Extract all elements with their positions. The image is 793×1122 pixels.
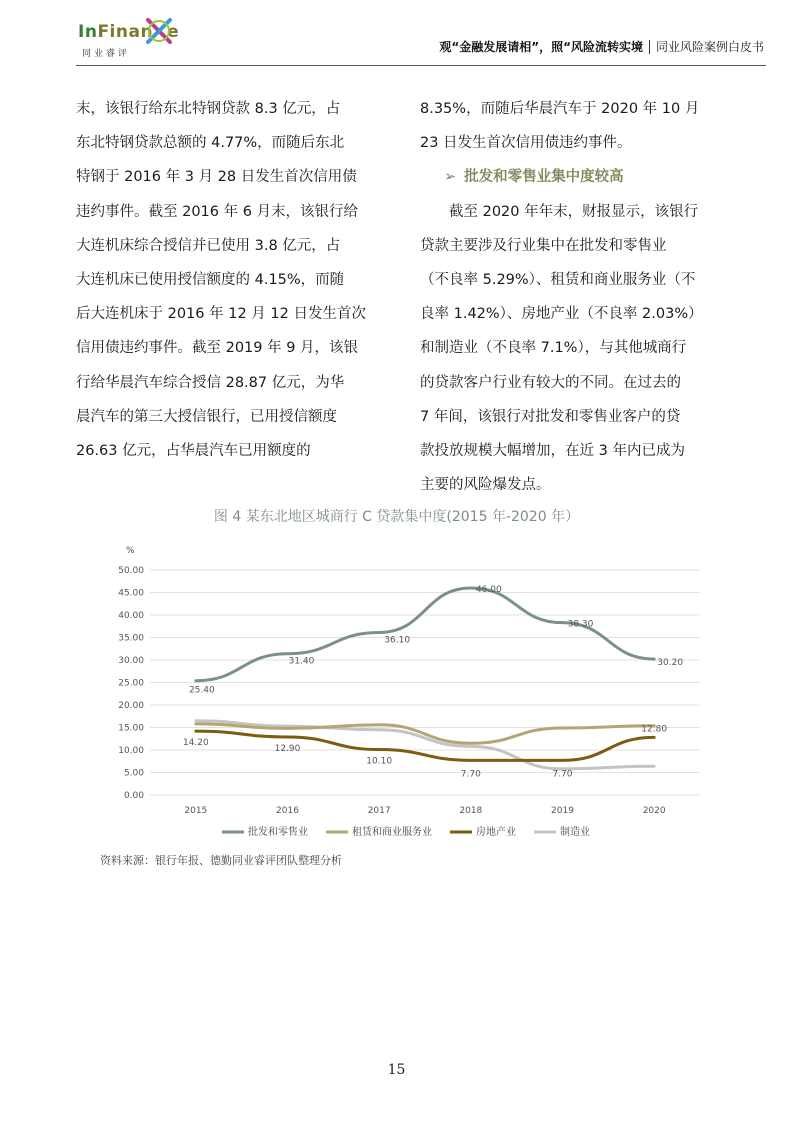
y-tick-label: 25.00	[118, 678, 144, 689]
arrow-bullet-icon: ➢	[444, 169, 457, 186]
x-tick-label: 2020	[642, 806, 666, 816]
y-tick-label: 0.00	[123, 791, 144, 801]
legend-label: 批发和零售业	[248, 827, 308, 838]
y-tick-label: 5.00	[123, 768, 144, 779]
text-line: 26.63 亿元，占华晨汽车已用额度的	[76, 443, 311, 460]
data-label: 12.90	[274, 743, 301, 754]
data-label: 38.30	[567, 619, 594, 630]
text-line: 贷款主要涉及行业集中在批发和零售业	[420, 237, 667, 254]
text-line: 特钢于 2016 年 3 月 28 日发生首次信用债	[76, 169, 357, 186]
text-line: 截至 2020 年年末，财报显示，该银行	[449, 203, 699, 220]
legend-label: 制造业	[560, 827, 590, 838]
y-tick-label: 30.00	[118, 656, 144, 666]
text-line: 主要的风险爆发点。	[420, 477, 551, 494]
text-line: 款投放规模大幅增加，在近 3 年内已成为	[420, 443, 685, 460]
section-heading-text: 批发和零售业集中度较高	[464, 169, 624, 186]
header-book-title: 同业风险案例白皮书	[655, 40, 764, 54]
data-label: 14.20	[182, 738, 209, 749]
data-label: 7.70	[460, 769, 481, 780]
text-line: 良率 1.42%）、房地产业（不良率 2.03%）	[420, 306, 703, 323]
y-tick-label: 20.00	[118, 701, 144, 711]
text-line: 后大连机床于 2016 年 12 月 12 日发生首次	[76, 306, 366, 323]
text-line: 晨汽车的第三大授信银行，已用授信额度	[76, 408, 337, 425]
text-line: 行给华晨汽车综合授信 28.87 亿元，为华	[76, 374, 345, 391]
series-line-1	[196, 724, 654, 743]
x-tick-label: 2016	[276, 806, 299, 816]
left-column-text	[76, 92, 378, 468]
header-slogan: 观“金融发展请相”，照“风险流转实境	[439, 40, 643, 54]
text-line: 的贷款客户行业有较大的不同。在过去的	[420, 374, 681, 391]
y-tick-label: 15.00	[118, 723, 144, 734]
text-line: 大连机床综合授信并已使用 3.8 亿元，占	[76, 237, 341, 254]
text-line: 东北特钢贷款总额的 4.77%，而随后东北	[76, 135, 345, 152]
series-line-0	[196, 588, 654, 681]
data-label: 46.00	[475, 585, 502, 595]
x-tick-label: 2019	[551, 806, 574, 816]
text-line: 和制造业（不良率 7.1%），与其他城商行	[420, 340, 687, 357]
text-line: 7 年间，该银行对批发和零售业客户的贷	[420, 408, 681, 425]
chart-title: 图 4 某东北地区城商行 C 贷款集中度(2015 年-2020 年）	[213, 509, 580, 525]
header-title-area	[439, 38, 764, 55]
source-note: 资料来源：银行年报、德勤同业睿评团队整理分析	[100, 854, 342, 867]
legend-label: 租赁和商业服务业	[352, 827, 432, 838]
text-line: 23 日发生首次信用债违约事件。	[420, 135, 632, 152]
logo-cross-icon	[144, 16, 174, 46]
y-axis-unit-label: %	[126, 546, 135, 556]
y-tick-label: 50.00	[118, 566, 144, 576]
legend-label: 房地产业	[476, 827, 516, 838]
data-label: 12.80	[641, 724, 668, 735]
text-line: 末，该银行给东北特钢贷款 8.3 亿元，占	[76, 101, 341, 117]
page-number: 15	[387, 1062, 406, 1078]
infinance-logo: InFinan e 同业睿评	[78, 16, 198, 60]
x-tick-label: 2018	[459, 806, 483, 816]
x-tick-label: 2017	[367, 806, 391, 816]
section-heading	[420, 160, 720, 194]
header-divider	[649, 40, 650, 54]
loan-concentration-line-chart	[100, 535, 710, 850]
x-tick-label: 2015	[184, 806, 208, 816]
text-line: 信用债违约事件。截至 2019 年 9 月，该银	[76, 340, 359, 357]
y-tick-label: 10.00	[118, 746, 144, 756]
y-tick-label: 40.00	[118, 611, 144, 621]
y-tick-label: 45.00	[118, 588, 144, 599]
page-header	[76, 14, 766, 66]
data-label: 31.40	[288, 656, 315, 667]
text-line: 违约事件。截至 2016 年 6 月末，该银行给	[76, 203, 359, 220]
right-column-text	[420, 92, 720, 502]
text-line: 8.35%，而随后华晨汽车于 2020 年 10 月	[420, 101, 700, 117]
y-tick-label: 35.00	[118, 633, 144, 644]
data-label: 36.10	[384, 635, 411, 646]
text-line: （不良率 5.29%）、租赁和商业服务业（不	[420, 272, 696, 289]
data-label: 30.20	[657, 658, 684, 669]
data-label: 10.10	[366, 756, 393, 767]
data-label: 7.70	[552, 769, 573, 780]
text-line: 大连机床已使用授信额度的 4.15%，而随	[76, 272, 345, 289]
data-label: 25.40	[188, 685, 215, 696]
